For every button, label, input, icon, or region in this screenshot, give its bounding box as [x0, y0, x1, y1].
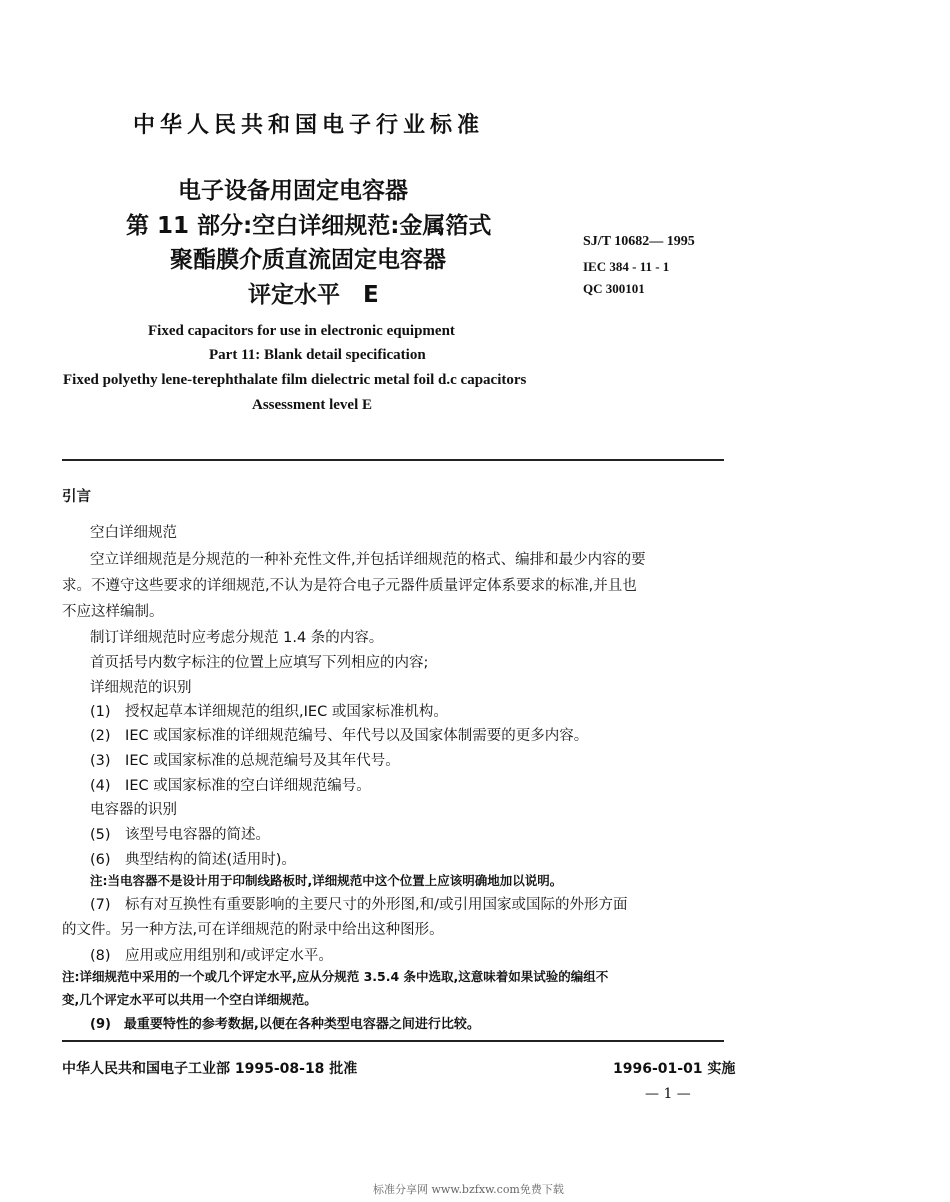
- subheading-capacitor-identification: 电容器的识别: [90, 802, 177, 818]
- approval-statement: 中华人民共和国电子工业部 1995-08-18 批准: [62, 1061, 358, 1077]
- footer-divider: [62, 1040, 724, 1042]
- effective-date: 1996-01-01 实施: [613, 1061, 736, 1077]
- title-cn-line-1: 电子设备用固定电容器: [178, 178, 408, 204]
- iec-standard-code: IEC 384 - 11 - 1: [583, 259, 670, 274]
- paragraph-definition-line-2: 求。不遵守这些要求的详细规范,不认为是符合电子元器件质量评定体系要求的标准,并且也: [62, 578, 637, 594]
- qc-standard-code: QC 300101: [583, 281, 645, 296]
- subheading-spec-identification: 详细规范的识别: [90, 680, 192, 696]
- note-2-line-1: 注:详细规范中采用的一个或几个评定水平,应从分规范 3.5.4 条中选取,这意味着如果试验的编组不: [62, 969, 609, 984]
- title-divider: [62, 459, 724, 461]
- note-1: 注:当电容器不是设计用于印制线路板时,详细规范中这个位置上应该明确地加以说明。: [90, 873, 563, 888]
- title-en-line-3: Fixed polyethy lene-terephthalate film dielectric metal foil d.c capacitors: [63, 372, 527, 388]
- standard-organization-header: 中华人民共和国电子行业标准: [133, 113, 485, 138]
- sj-standard-code: SJ/T 10682— 1995: [583, 234, 695, 249]
- list-item-7-line-1: (7) 标有对互换性有重要影响的主要尺寸的外形图,和/或引用国家或国际的外形方面: [90, 897, 628, 913]
- title-cn-line-3: 聚酯膜介质直流固定电容器: [170, 247, 446, 273]
- page-number: — 1 —: [645, 1086, 691, 1102]
- title-en-line-1: Fixed capacitors for use in electronic equipment: [148, 323, 455, 339]
- paragraph-fill-in: 首页括号内数字标注的位置上应填写下列相应的内容;: [90, 655, 429, 671]
- list-item-7-line-2: 的文件。另一种方法,可在详细规范的附录中给出这种图形。: [62, 922, 444, 938]
- list-item-4: (4) IEC 或国家标准的空白详细规范编号。: [90, 778, 371, 794]
- paragraph-definition-line-1: 空立详细规范是分规范的一种补充性文件,并包括详细规范的格式、编排和最少内容的要: [90, 552, 646, 568]
- list-item-6: (6) 典型结构的简述(适用时)。: [90, 852, 296, 868]
- paragraph-blank-spec: 空白详细规范: [90, 525, 177, 541]
- paragraph-definition-line-3: 不应这样编制。: [62, 604, 164, 620]
- list-item-5: (5) 该型号电容器的简述。: [90, 827, 271, 843]
- section-heading-introduction: 引言: [62, 489, 91, 505]
- list-item-1: (1) 授权起草本详细规范的组织,IEC 或国家标准机构。: [90, 704, 448, 720]
- title-en-line-4: Assessment level E: [252, 397, 372, 413]
- list-item-2: (2) IEC 或国家标准的详细规范编号、年代号以及国家体制需要的更多内容。: [90, 728, 589, 744]
- watermark-text: 标准分享网 www.bzfxw.com免费下载: [373, 1183, 564, 1196]
- note-2-line-2: 变,几个评定水平可以共用一个空白详细规范。: [62, 992, 317, 1007]
- title-cn-line-4: 评定水平 E: [248, 282, 379, 308]
- paragraph-consider-clause: 制订详细规范时应考虑分规范 1.4 条的内容。: [90, 630, 384, 646]
- list-item-9: (9) 最重要特性的参考数据,以便在各种类型电容器之间进行比较。: [90, 1017, 480, 1032]
- list-item-3: (3) IEC 或国家标准的总规范编号及其年代号。: [90, 753, 400, 769]
- title-cn-line-2: 第 11 部分:空白详细规范:金属箔式: [126, 213, 492, 239]
- title-en-line-2: Part 11: Blank detail specification: [209, 347, 426, 363]
- list-item-8: (8) 应用或应用组别和/或评定水平。: [90, 948, 333, 964]
